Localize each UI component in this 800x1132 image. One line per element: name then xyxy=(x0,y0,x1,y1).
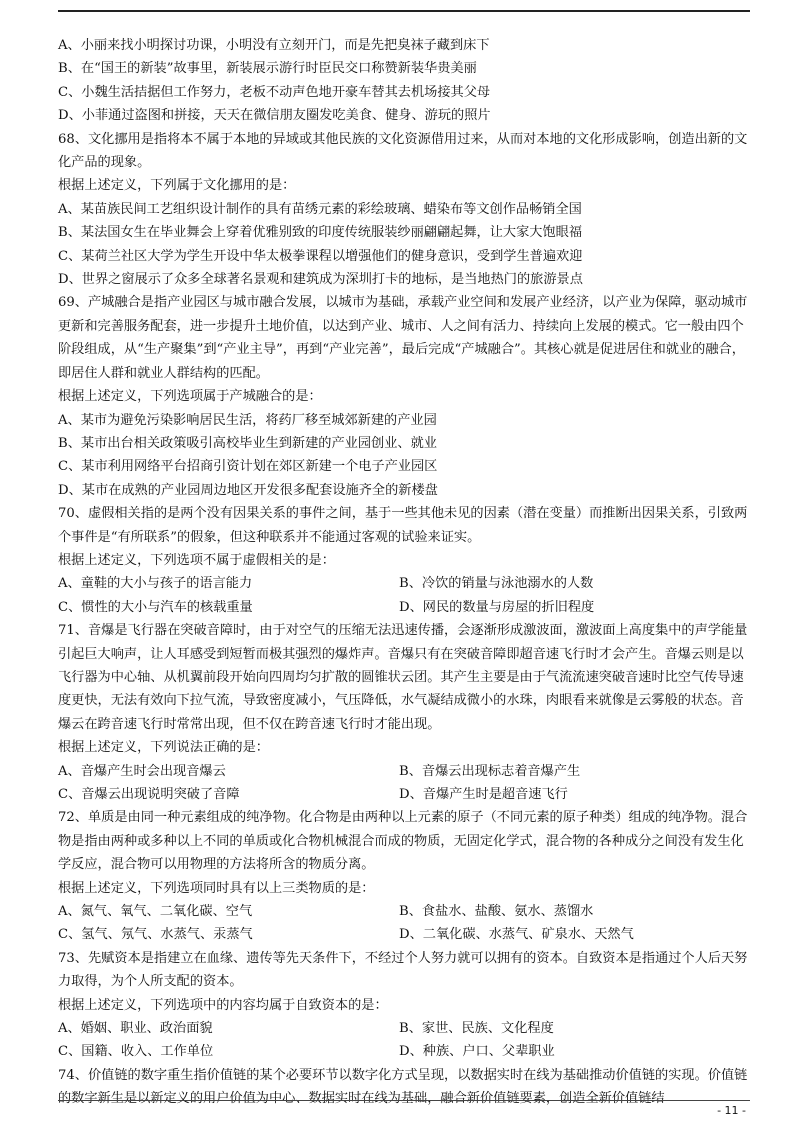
q67-option-c: C、小魏生活拮据但工作努力，老板不动声色地开豪车替其去机场接其父母 xyxy=(58,84,491,100)
page-content xyxy=(58,34,748,1111)
q70-option-c: C、惯性的大小与汽车的核载重量 xyxy=(58,599,253,615)
q70-stem: 70、虚假相关指的是两个没有因果关系的事件之间，基于一些其他未见的因素（潜在变量）而推断出因果关系，引致两个事件是“有所联系”的假象，但这种联系并不能通过客观的试验来证实。 xyxy=(58,506,748,545)
q72-option-b: B、食盐水、盐酸、氨水、蒸馏水 xyxy=(399,904,594,920)
q68-option-c: C、某荷兰社区大学为学生开设中华太极拳课程以增强他们的健身意识，受到学生普遍欢迎 xyxy=(58,248,583,264)
q70-options-row-2 xyxy=(58,596,748,619)
q67-option-d: D、小菲通过盗图和拼接，天天在微信朋友圈发吃美食、健身、游玩的照片 xyxy=(58,108,491,124)
q73-options-row-2 xyxy=(58,1040,748,1063)
q73-prompt: 根据上述定义，下列选项中的内容均属于自致资本的是： xyxy=(58,997,388,1013)
q73-stem: 73、先赋资本是指建立在血缘、遗传等先天条件下，不经过个人努力就可以拥有的资本。自致资本是指通过个人后天努力取得，为个人所支配的资本。 xyxy=(58,950,748,990)
page-number: - 11 - xyxy=(717,1104,746,1117)
q72-stem: 72、单质是由同一种元素组成的纯净物。化合物是由两种以上元素的原子（不同元素的原子种类）组成的纯净物。混合物是指由两种或多种以上不同的单质或化合物机械混合而成的物质，无固定化学式，混合物的各种成分之间没有发生化学反应，混合物可以用物理的方法将所含的物质分离。 xyxy=(58,810,748,873)
q73-option-b: B、家世、民族、文化程度 xyxy=(399,1021,554,1037)
q73-options-row-1 xyxy=(58,1017,748,1040)
q69-option-c: C、某市利用网络平台招商引资计划在郊区新建一个电子产业园区 xyxy=(58,459,438,475)
q71-stem: 71、音爆是飞行器在突破音障时，由于对空气的压缩无法迅速传播，会逐渐形成激波面，激波面上高度集中的声学能量引起巨大响声，让人耳感受到短暂而极其强烈的爆炸声。音爆只有在突破音障即超音速飞行时才会产生。音爆云则是以飞行器为中心轴、从机翼前段开始向四周均匀扩散的圆锥状云团。其产生主要是由于气流流速突破音速时比空气传导速度更快，无法有效向下拉气流，导致密度减小，气压降低，水气凝结成微小的水珠，肉眼看来就像是云雾般的状态。音爆云在跨音速飞行时常常出现，但不仅在跨音速飞行时才能出现。 xyxy=(58,623,748,732)
q71-option-d: D、音爆产生时是超音速飞行 xyxy=(399,787,568,802)
top-rule xyxy=(58,10,750,12)
q71-option-c: C、音爆云出现说明突破了音障 xyxy=(58,787,240,802)
q69-option-a: A、某市为避免污染影响居民生活，将药厂移至城郊新建的产业园 xyxy=(58,412,437,428)
q74-stem: 74、价值链的数字重生指价值链的某个必要环节以数字化方式呈现，以数据实时在线为基础推动价值链的实现。价值链的数字新生是以新定义的用户价值为中心、数据实时在线为基础，融合新价值链要素，创造全新价值链结 xyxy=(58,1067,748,1107)
q70-prompt: 根据上述定义，下列选项不属于虚假相关的是： xyxy=(58,552,335,568)
q73-option-c: C、国籍、收入、工作单位 xyxy=(58,1044,214,1060)
q68-stem: 68、文化挪用是指将本不属于本地的异域或其他民族的文化资源借用过来，从而对本地的文化形成影响，创造出新的文化产品的现象。 xyxy=(58,131,748,171)
q69-option-d: D、某市在成熟的产业园周边地区开发很多配套设施齐全的新楼盘 xyxy=(58,482,438,498)
q72-options-row-1 xyxy=(58,900,748,923)
q72-options-row-2 xyxy=(58,923,748,946)
q72-option-c: C、氢气、氖气、水蒸气、汞蒸气 xyxy=(58,927,253,943)
q69-prompt: 根据上述定义，下列选项属于产城融合的是： xyxy=(58,389,322,405)
q69-stem: 69、产城融合是指产业园区与城市融合发展，以城市为基础，承载产业空间和发展产业经济，以产业为保障，驱动城市更新和完善服务配套，进一步提升土地价值，以达到产业、城市、人之间有活力、持续向上发展的模式。它一般由四个阶段组成，从“生产聚集”到“产业主导”，再到“产业完善”，最后完成“产城融合”。其核心就是促进居住和就业的融合，即居住人群和就业人群结构的匹配。 xyxy=(58,295,748,381)
q71-option-b: B、音爆云出现标志着音爆产生 xyxy=(399,763,581,779)
q69-option-b: B、某市出台相关政策吸引高校毕业生到新建的产业园创业、就业 xyxy=(58,435,437,451)
q67-option-a: A、小丽来找小明探讨功课，小明没有立刻开门，而是先把臭袜子藏到床下 xyxy=(58,38,490,53)
q70-options-row-1 xyxy=(58,572,748,595)
q71-option-a: A、音爆产生时会出现音爆云 xyxy=(58,763,226,779)
q70-option-b: B、冷饮的销量与泳池溺水的人数 xyxy=(399,576,594,592)
q68-prompt: 根据上述定义，下列属于文化挪用的是： xyxy=(58,178,296,194)
q68-option-b: B、某法国女生在毕业舞会上穿着优雅别致的印度传统服装纱丽翩翩起舞，让大家大饱眼福 xyxy=(58,225,582,241)
q68-option-a: A、某苗族民间工艺组织设计制作的具有苗绣元素的彩绘玻璃、蜡染布等文创作品畅销全国 xyxy=(58,201,582,217)
q71-options-row-1 xyxy=(58,760,748,783)
q71-options-row-2 xyxy=(58,783,748,806)
q68-option-d: D、世界之窗展示了众多全球著名景观和建筑成为深圳打卡的地标，是当地热门的旅游景点 xyxy=(58,272,583,288)
q70-option-a: A、童鞋的大小与孩子的语言能力 xyxy=(58,576,253,592)
q73-option-d: D、种族、户口、父辈职业 xyxy=(399,1044,555,1060)
q72-option-a: A、氮气、氧气、二氧化碳、空气 xyxy=(58,904,253,920)
q73-option-a: A、婚姻、职业、政治面貌 xyxy=(58,1021,213,1037)
q72-option-d: D、二氧化碳、水蒸气、矿泉水、天然气 xyxy=(399,927,634,943)
q71-prompt: 根据上述定义，下列说法正确的是： xyxy=(58,740,269,756)
bottom-rule xyxy=(58,1100,750,1101)
q70-option-d: D、网民的数量与房屋的折旧程度 xyxy=(399,599,595,615)
q67-option-b: B、在“国王的新装”故事里，新装展示游行时臣民交口称赞新装华贵美丽 xyxy=(58,61,477,77)
q72-prompt: 根据上述定义，下列选项同时具有以上三类物质的是： xyxy=(58,880,375,896)
